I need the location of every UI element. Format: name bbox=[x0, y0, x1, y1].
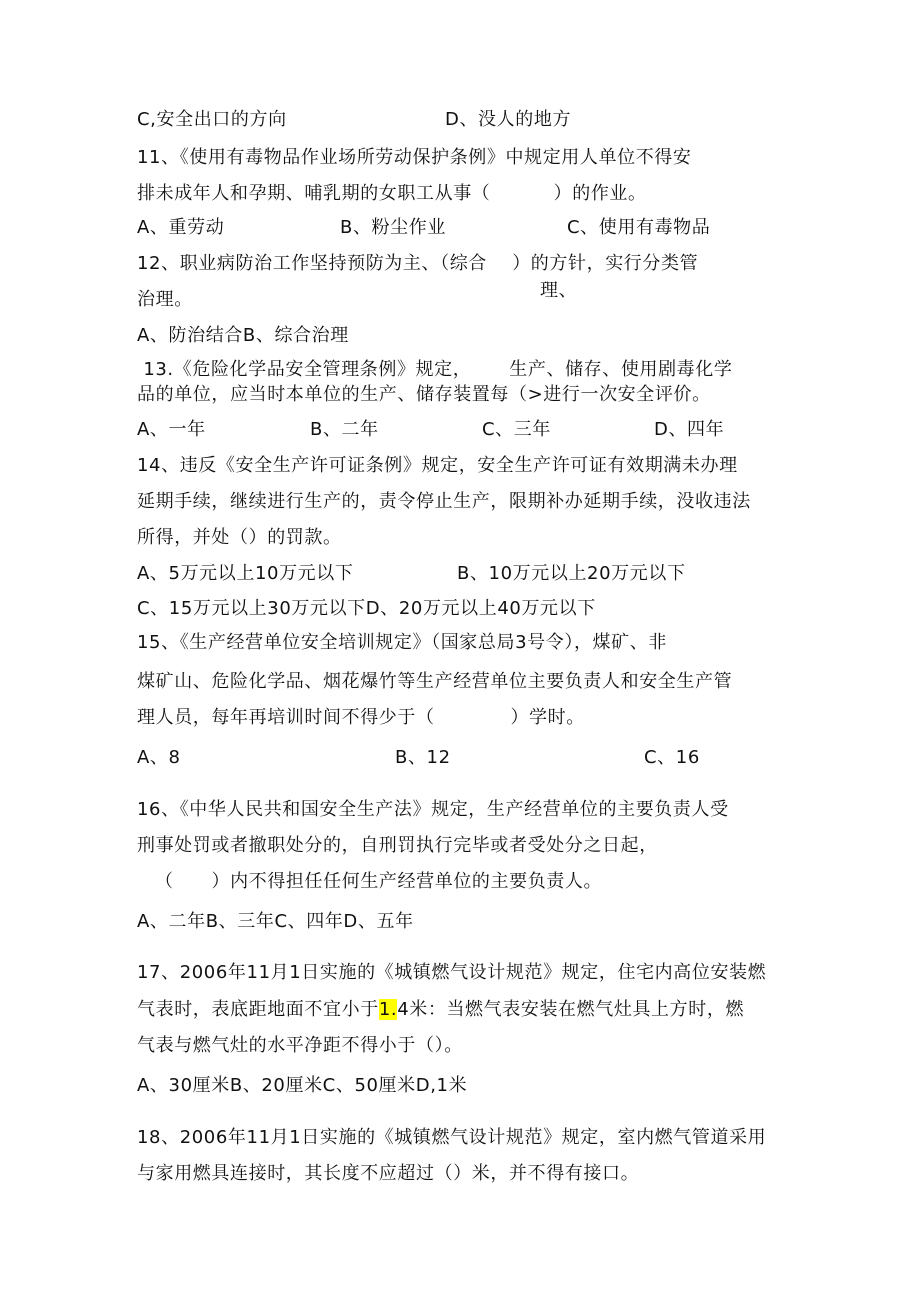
option-c-line: C,安全出口的方向 bbox=[137, 109, 287, 130]
q15-line1: 15、《生产经营单位安全培训规定》（国家总局3号令），煤矿、非 bbox=[137, 632, 667, 653]
q13-option-a: A、一年 bbox=[137, 419, 206, 440]
q15-option-c: C、16 bbox=[644, 747, 700, 768]
q14-option-a: A、5万元以上10万元以下 bbox=[137, 563, 354, 584]
q14-option-b: B、10万元以上20万元以下 bbox=[457, 563, 686, 584]
q16-line1: 16、《中华人民共和国安全生产法》规定，生产经营单位的主要负责人受 bbox=[137, 799, 729, 820]
q16-line3: （ ）内不得担任任何生产经营单位的主要负责人。 bbox=[155, 871, 603, 892]
q13-line1: 13.《危险化学品安全管理条例》规定， 生产、储存、使用剧毒化学 bbox=[137, 359, 733, 380]
q14-line3: 所得，并处（）的罚款。 bbox=[137, 527, 342, 548]
q16-options: A、二年B、三年C、四年D、五年 bbox=[137, 911, 414, 932]
q11-option-b: B、粉尘作业 bbox=[340, 217, 446, 238]
q15-line3: 理人员，每年再培训时间不得少于（ ）学时。 bbox=[137, 707, 585, 728]
q17-line1: 17、2006年11月1日实施的《城镇燃气设计规范》规定，住宅内高位安装燃 bbox=[137, 962, 767, 983]
q13-option-d: D、四年 bbox=[654, 419, 725, 440]
q17-line2-end: 4米：当燃气表安装在燃气灶具上方时，燃 bbox=[397, 999, 745, 1020]
q11-line1: 11、《使用有毒物品作业场所劳动保护条例》中规定用人单位不得安 bbox=[137, 147, 692, 168]
q11-option-c: C、使用有毒物品 bbox=[567, 217, 711, 238]
q12-options: A、防治结合B、综合治理 bbox=[137, 325, 349, 346]
q13-option-b: B、二年 bbox=[310, 419, 379, 440]
q13-line2: 品的单位，应当时本单位的生产、储存装置每（>进行一次安全评价。 bbox=[137, 384, 711, 405]
q15-option-b: B、12 bbox=[395, 747, 451, 768]
q11-line2: 排未成年人和孕期、哺乳期的女职工从事（ ）的作业。 bbox=[137, 183, 647, 204]
q18-line2: 与家用燃具连接时，其长度不应超过（）米，并不得有接口。 bbox=[137, 1163, 640, 1184]
q12-line2-fragment: 理、 bbox=[540, 280, 578, 301]
q17-options: A、30厘米B、20厘米C、50厘米D,1米 bbox=[137, 1075, 468, 1096]
q18-line1: 18、2006年11月1日实施的《城镇燃气设计规范》规定，室内燃气管道采用 bbox=[137, 1127, 767, 1148]
q17-line3: 气表与燃气灶的水平净距不得小于（）。 bbox=[137, 1035, 463, 1056]
highlighted-text: 1. bbox=[378, 999, 398, 1020]
q11-option-a: A、重劳动 bbox=[137, 217, 225, 238]
q17-line2-start: 气表时，表底距地面不宜小于 bbox=[137, 999, 379, 1020]
option-d-line: D、没人的地方 bbox=[445, 109, 572, 130]
q12-line2: 治理。 bbox=[137, 289, 193, 310]
q13-option-c: C、三年 bbox=[482, 419, 551, 440]
q17-line2 bbox=[137, 999, 744, 1021]
q14-line1: 14、违反《安全生产许可证条例》规定，安全生产许可证有效期满未办理 bbox=[137, 455, 738, 476]
q14-options-cd: C、15万元以上30万元以下D、20万元以上40万元以下 bbox=[137, 598, 596, 619]
q14-line2: 延期手续，继续进行生产的，责令停止生产，限期补办延期手续，没收违法 bbox=[137, 491, 751, 512]
q15-line2: 煤矿山、危险化学品、烟花爆竹等生产经营单位主要负责人和安全生产管 bbox=[137, 671, 733, 692]
q12-line1: 12、职业病防治工作坚持预防为主、（综合 ）的方针，实行分类管 bbox=[137, 253, 699, 274]
q15-option-a: A、8 bbox=[137, 747, 181, 768]
q16-line2: 刑事处罚或者撤职处分的，自刑罚执行完毕或者受处分之日起， bbox=[137, 835, 658, 856]
